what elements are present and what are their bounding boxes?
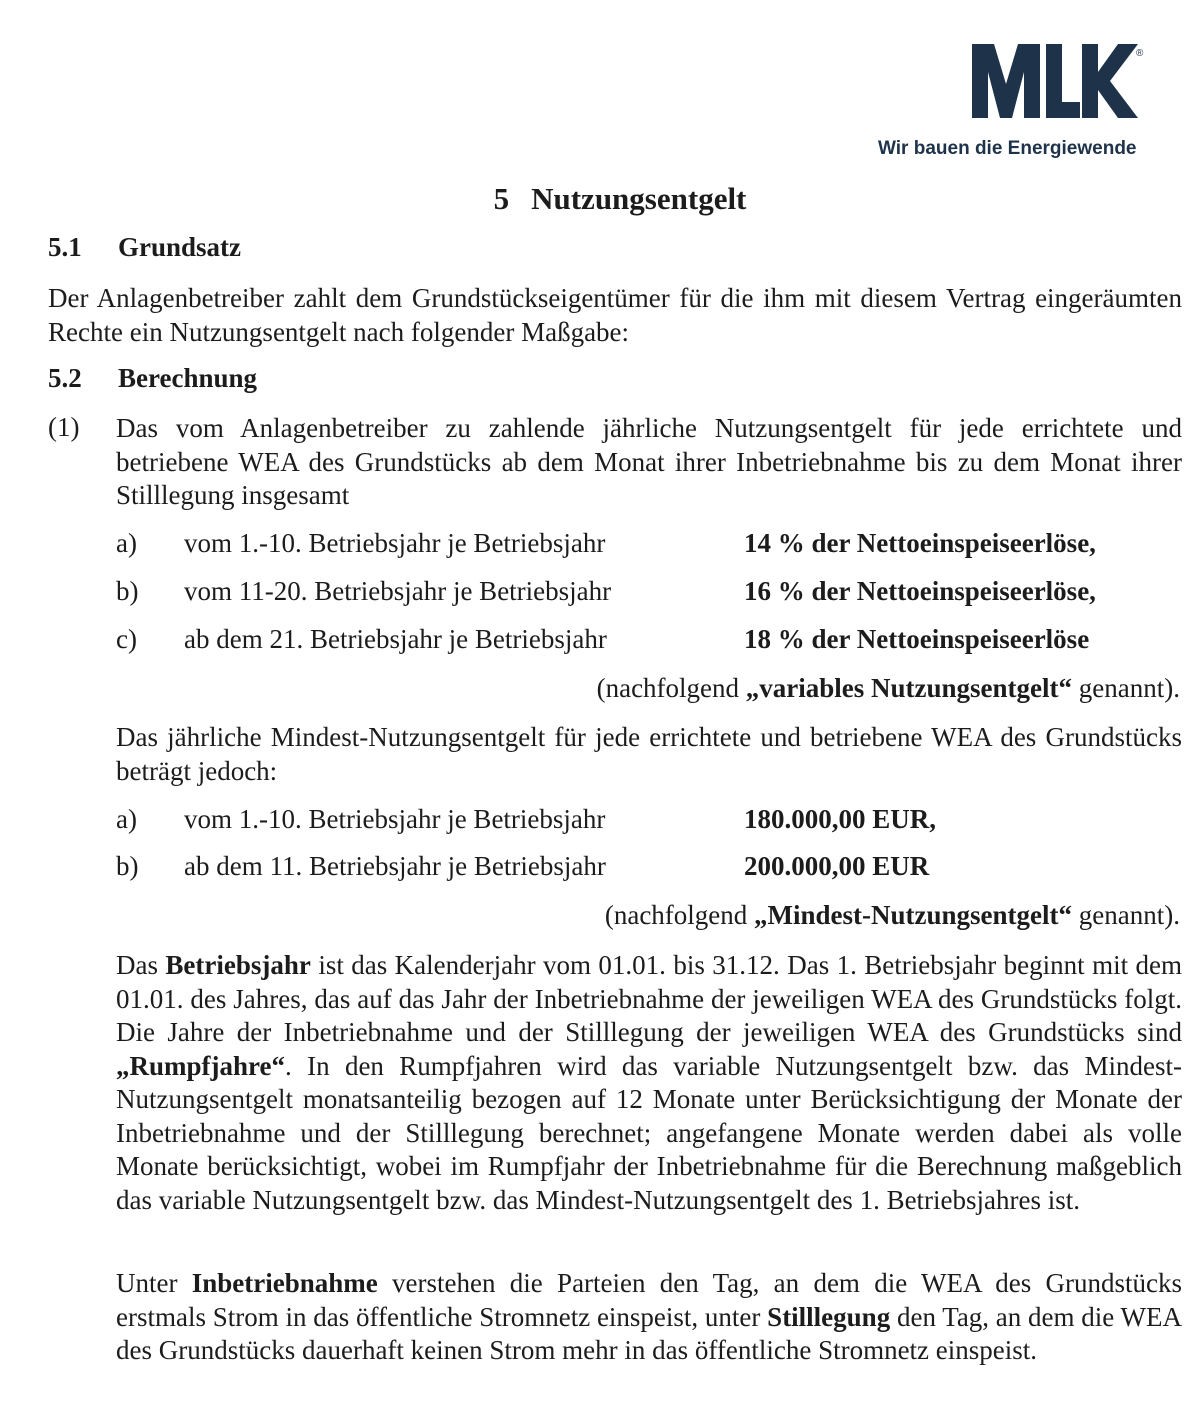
inbetriebnahme-paragraph [116, 1267, 1182, 1368]
para-text: verstehen die Parteien den Tag, an dem die WEA des Grundstücks erstmals Strom in das öffentliche Stromnetz einspeist, unter [116, 1268, 1183, 1332]
note-pre: (nachfolgend [596, 673, 746, 703]
note-pre: (nachfolgend [604, 900, 755, 930]
company-logo [872, 44, 1152, 172]
subsection-title: Berechnung [118, 363, 258, 393]
para-text: Unter [116, 1268, 192, 1298]
term-rumpfjahre: „Rumpfjahre“ [116, 1050, 286, 1081]
logo-tagline: Wir bauen die Energiewende [878, 138, 1137, 159]
item-marker: (1) [48, 412, 80, 442]
rate-row [116, 576, 1186, 610]
note-term: „Mindest-Nutzungsentgelt“ [754, 900, 1073, 930]
rate-row [116, 528, 1186, 562]
subsection-number: 5.2 [48, 363, 82, 393]
row-description: vom 1.-10. Betriebsjahr je Betriebsjahr [184, 804, 606, 834]
registered-mark: ® [1136, 48, 1144, 59]
row-value: 16 % der Nettoeinspeiseerlöse, [744, 576, 1096, 606]
subsection-heading-5-1 [48, 232, 241, 263]
rate-row [116, 624, 1186, 658]
note-post: genannt). [1072, 673, 1180, 703]
row-letter: a) [116, 804, 137, 834]
minimum-row [116, 851, 1186, 885]
row-letter: c) [116, 624, 137, 654]
row-letter: a) [116, 528, 137, 558]
term-stilllegung: Stilllegung [767, 1301, 891, 1332]
row-description: ab dem 11. Betriebsjahr je Betriebsjahr [184, 851, 606, 881]
row-description: vom 11-20. Betriebsjahr je Betriebsjahr [184, 576, 612, 606]
row-value: 180.000,00 EUR, [744, 804, 937, 834]
row-letter: b) [116, 851, 139, 881]
para-text: ist das Kalenderjahr vom 01.01. bis 31.12. Das 1. Betriebsjahr beginnt mit dem 01.01. des Jahres, das auf das Jahr der Inbetriebnahme der jeweiligen WEA des Grundstücks folgt. Die Jahre der Inbetriebnahme und der Stilllegung der jeweiligen WEA des Grundstücks sind [116, 950, 1182, 1047]
section-number: 5 [493, 181, 510, 216]
para-text: Das [116, 950, 166, 980]
section-title: Nutzungsentgelt [531, 181, 747, 216]
mindest-intro: Das jährliche Mindest-Nutzungsentgelt für jede errichtete und betriebene WEA des Grundstücks beträgt jedoch: [116, 722, 1182, 786]
row-description: vom 1.-10. Betriebsjahr je Betriebsjahr [184, 528, 606, 558]
section-heading [0, 181, 1200, 217]
mlk-logo-icon [972, 44, 1140, 118]
variable-note [597, 673, 1180, 704]
row-value: 18 % der Nettoeinspeiseerlöse [744, 624, 1090, 654]
para-text: . In den Rumpfjahren wird das variable Nutzungsentgelt bzw. das Mindest-Nutzungsentgelt monatsanteilig bezogen auf 12 Monate unter Berücksichtigung der Monate der Inbetriebnahme und der Stilllegung berechnet; angefangene Monate werden dabei als volle Monate berücksichtigt, wobei im Rumpfjahr der Inbetriebnahme für die Berechnung maßgeblich das variable Nutzungsentgelt bzw. das Mindest-Nutzungsentgelt des 1. Betriebsjahres ist. [116, 1050, 1182, 1215]
betriebsjahr-paragraph [116, 949, 1182, 1217]
subsection-heading-5-2 [48, 363, 257, 394]
mindest-note [605, 900, 1180, 931]
term-inbetriebnahme: Inbetriebnahme [191, 1268, 378, 1298]
row-letter: b) [116, 576, 139, 606]
grundsatz-paragraph: Der Anlagenbetreiber zahlt dem Grundstückseigentümer für die ihm mit diesem Vertrag eingeräumten Rechte ein Nutzungsentgelt nach folgender Maßgabe: [48, 283, 1182, 347]
berechnung-intro: Das vom Anlagenbetreiber zu zahlende jährliche Nutzungsentgelt für jede errichtete und betriebene WEA des Grundstücks ab dem Monat ihrer Inbetriebnahme bis zu dem Monat ihrer Stilllegung insgesamt [116, 413, 1182, 510]
row-value: 200.000,00 EUR [744, 851, 930, 881]
para-text: den Tag, an dem die WEA des Grundstücks dauerhaft keinen Strom mehr in das öffentliche Stromnetz einspeist. [116, 1301, 1183, 1365]
subsection-title: Grundsatz [118, 232, 242, 262]
note-post: genannt). [1072, 900, 1180, 930]
note-term: „variables Nutzungsentgelt“ [745, 673, 1073, 703]
subsection-number: 5.1 [48, 232, 82, 262]
row-description: ab dem 21. Betriebsjahr je Betriebsjahr [184, 624, 607, 654]
term-betriebsjahr: Betriebsjahr [165, 950, 311, 980]
row-value: 14 % der Nettoeinspeiseerlöse, [744, 528, 1096, 558]
minimum-row [116, 804, 1186, 838]
